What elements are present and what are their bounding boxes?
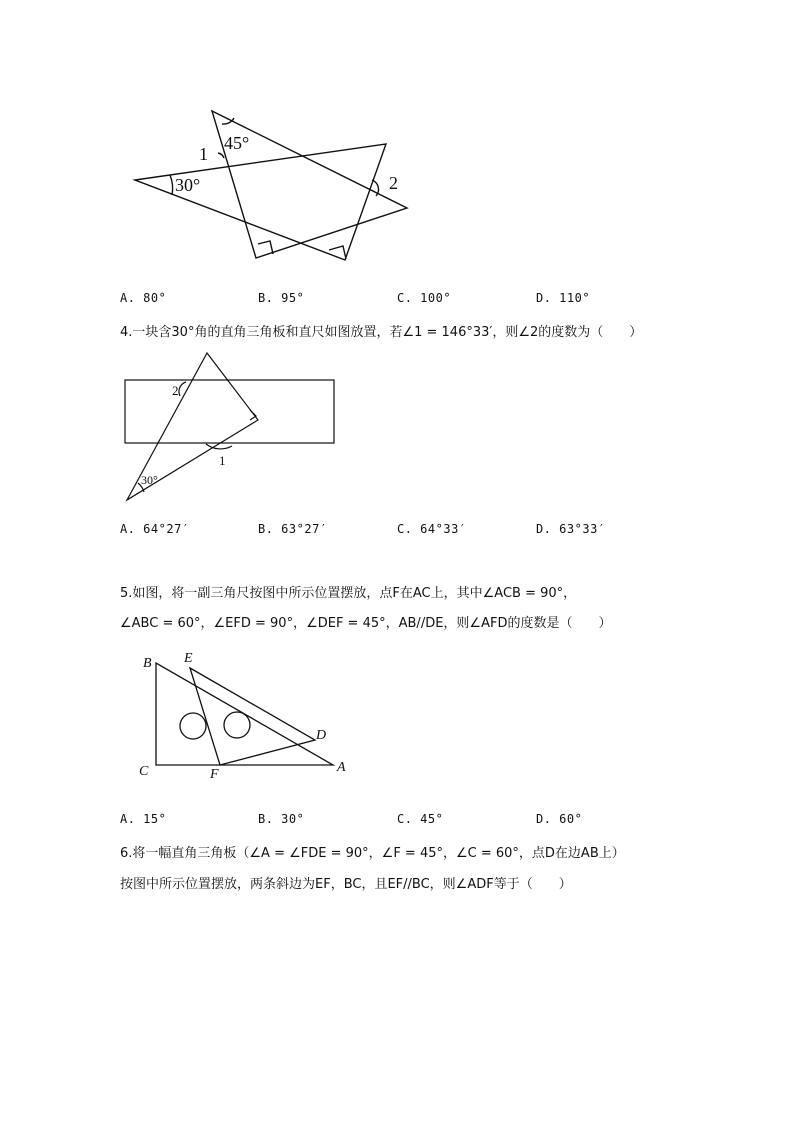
q4-option-b: B. 63°27′ bbox=[258, 522, 328, 536]
q3-label-2: 2 bbox=[389, 173, 398, 193]
q5-question-line1: 5.如图，将一副三角尺按图中所示位置摆放，点F在AC上，其中∠ACB = 90°， bbox=[120, 586, 577, 601]
q5-option-d: D. 60° bbox=[536, 812, 583, 826]
q3-label-30: 30° bbox=[175, 175, 201, 195]
q3-option-a: A. 80° bbox=[120, 291, 167, 305]
q5-triangle-def bbox=[190, 668, 315, 765]
q4-option-d: D. 63°33′ bbox=[536, 522, 606, 536]
q5-label-a: A bbox=[337, 760, 346, 775]
q3-label-45: 45° bbox=[224, 133, 250, 153]
q5-label-d: D bbox=[316, 728, 327, 743]
q5-label-f: F bbox=[210, 767, 219, 782]
q5-option-b: B. 30° bbox=[258, 812, 305, 826]
q4-option-c: C. 64°33′ bbox=[397, 522, 467, 536]
q4-question-text: 4.一块含30°角的直角三角板和直尺如图放置，若∠1 = 146°33′，则∠2的度数为（ ） bbox=[120, 325, 643, 340]
q5-option-a: A. 15° bbox=[120, 812, 167, 826]
q3-label-1: 1 bbox=[199, 144, 208, 164]
q4-label-1: 1 bbox=[219, 453, 226, 468]
q5-hole-right bbox=[224, 712, 250, 738]
q5-label-e: E bbox=[184, 651, 193, 666]
q5-question-line2: ∠ABC = 60°，∠EFD = 90°，∠DEF = 45°，AB//DE，则∠AFD的度数是（ ） bbox=[120, 616, 612, 631]
q6-question-line2: 按图中所示位置摆放，两条斜边为EF，BC，且EF//BC，则∠ADF等于（ ） bbox=[120, 877, 572, 892]
q6-question-line1: 6.将一幅直角三角板（∠A = ∠FDE = 90°，∠F = 45°，∠C = 60°，点D在边AB上） bbox=[120, 846, 625, 861]
q3-option-c: C. 100° bbox=[397, 291, 452, 305]
q3-option-b: B. 95° bbox=[258, 291, 305, 305]
q5-hole-left bbox=[180, 713, 206, 739]
q4-label-2: 2 bbox=[172, 383, 179, 398]
q5-option-c: C. 45° bbox=[397, 812, 444, 826]
q5-label-b: B bbox=[143, 656, 152, 671]
q3-option-d: D. 110° bbox=[536, 291, 591, 305]
q5-label-c: C bbox=[139, 764, 149, 779]
q4-label-30: 30° bbox=[141, 473, 158, 487]
q4-option-a: A. 64°27′ bbox=[120, 522, 190, 536]
